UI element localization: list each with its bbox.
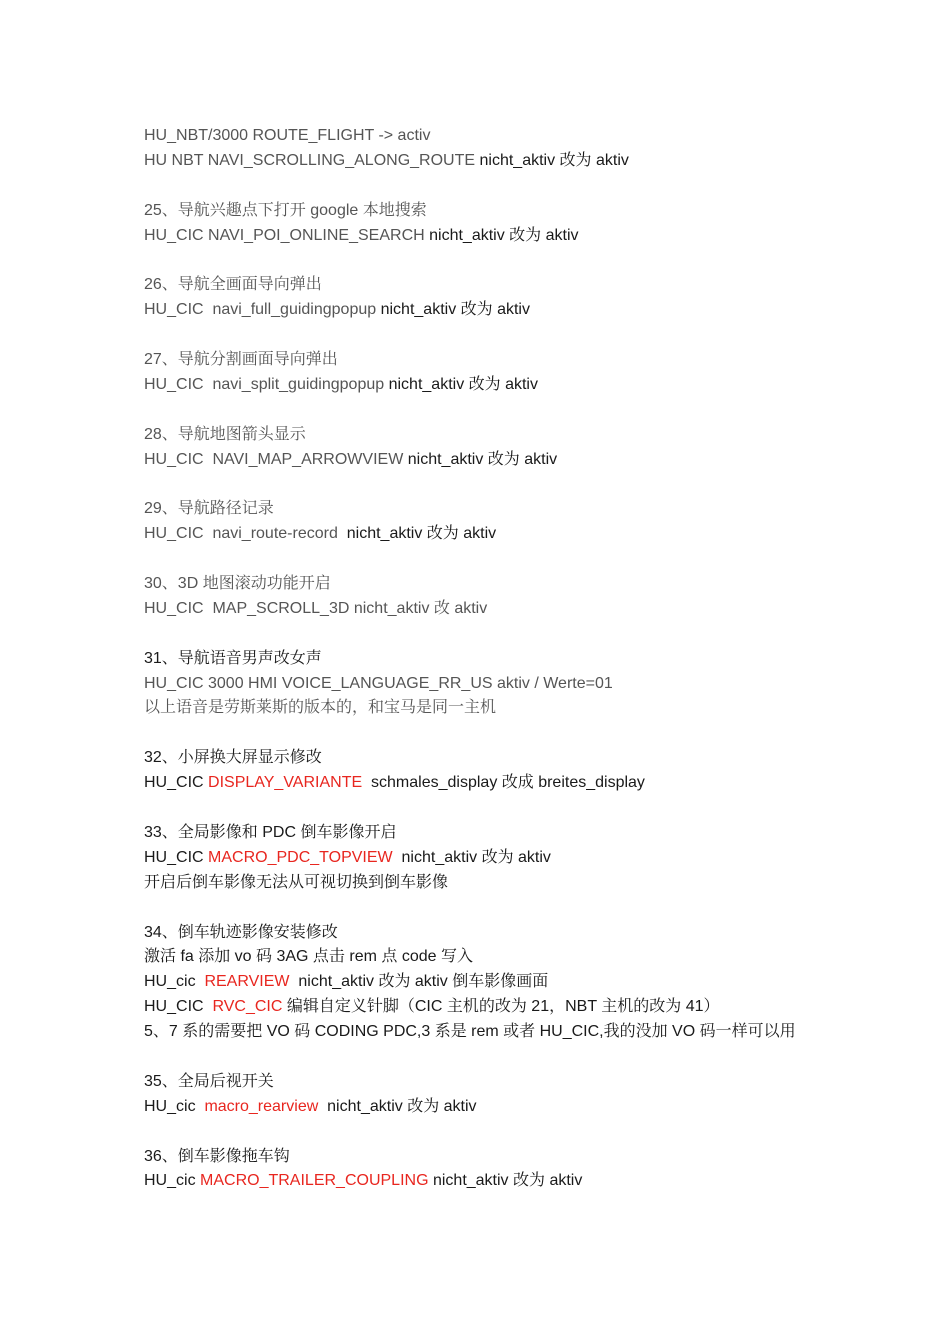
- item-heading-line: [144, 124, 924, 149]
- text-segment: 开启后倒车影像无法从可视切换到倒车影像: [144, 873, 449, 891]
- text-segment: 激活 fa 添加 vo 码 3AG 点击 rem 点 code 写入: [144, 948, 473, 966]
- text-segment: HU_CIC navi_full_guidingpopup: [144, 301, 381, 319]
- text-segment: HU_CIC MAP_SCROLL_3D nicht_aktiv 改 aktiv: [144, 599, 488, 617]
- item-detail-line: [144, 597, 924, 622]
- text-segment: HU_CIC navi_split_guidingpopup: [144, 375, 389, 393]
- item-heading-line: [144, 348, 924, 373]
- item-detail-line: [144, 373, 924, 398]
- item-detail-line: [144, 224, 924, 249]
- text-segment: schmales_display 改成 breites_display: [362, 774, 645, 792]
- paragraph-gap: [144, 248, 924, 273]
- item-heading-line: [144, 199, 924, 224]
- text-segment: nicht_aktiv 改为 aktiv: [380, 301, 530, 319]
- item-heading-line: [144, 746, 924, 771]
- item-heading-line: [144, 921, 924, 946]
- item-heading-line: [144, 821, 924, 846]
- item-detail-line: [144, 672, 924, 697]
- paragraph-gap: [144, 796, 924, 821]
- item-detail-line: [144, 696, 924, 721]
- text-segment: HU_CIC: [144, 998, 213, 1016]
- item-detail-line: [144, 970, 924, 995]
- item-detail-line: [144, 995, 924, 1020]
- paragraph-gap: [144, 398, 924, 423]
- highlighted-parameter: macro_rearview: [204, 1097, 319, 1115]
- coding-item-block: [144, 1145, 924, 1195]
- document-body: [144, 124, 924, 1194]
- item-heading-line: [144, 1070, 924, 1095]
- text-segment: 29、导航路径记录: [144, 500, 274, 518]
- text-segment: nicht_aktiv 改为 aktiv: [388, 375, 538, 393]
- coding-item-block: [144, 497, 924, 547]
- coding-item-block: [144, 647, 924, 722]
- item-detail-line: [144, 1169, 924, 1194]
- text-segment: HU NBT NAVI_SCROLLING_ALONG_ROUTE: [144, 151, 480, 169]
- paragraph-gap: [144, 472, 924, 497]
- coding-item-block: [144, 821, 924, 896]
- text-segment: 34、倒车轨迹影像安装修改: [144, 923, 338, 941]
- coding-item-block: [144, 921, 924, 1045]
- text-segment: HU_CIC 3000 HMI VOICE_LANGUAGE_RR_US aktiv / Werte=01: [144, 674, 613, 692]
- text-segment: 30、3D 地图滚动功能开启: [144, 575, 331, 593]
- item-heading-line: [144, 1145, 924, 1170]
- item-heading-line: [144, 273, 924, 298]
- text-segment: 以上语音是劳斯莱斯的版本的，和宝马是同一主机: [144, 699, 497, 717]
- coding-item-block: [144, 124, 924, 174]
- text-segment: 32、小屏换大屏显示修改: [144, 749, 322, 767]
- paragraph-gap: [144, 1120, 924, 1145]
- item-detail-line: [144, 298, 924, 323]
- item-detail-line: [144, 771, 924, 796]
- text-segment: HU_CIC NAVI_MAP_ARROWVIEW: [144, 450, 408, 468]
- text-segment: nicht_aktiv 改为 aktiv: [318, 1097, 477, 1115]
- paragraph-gap: [144, 1045, 924, 1070]
- text-segment: 27、导航分割画面导向弹出: [144, 351, 338, 369]
- text-segment: nicht_aktiv 改为 aktiv: [392, 848, 551, 866]
- text-segment: nicht_aktiv 改为 aktiv 倒车影像画面: [289, 973, 549, 991]
- text-segment: HU_cic: [144, 1172, 201, 1190]
- paragraph-gap: [144, 174, 924, 199]
- highlighted-parameter: DISPLAY_VARIANTE: [208, 774, 363, 792]
- text-segment: HU_CIC NAVI_POI_ONLINE_SEARCH: [144, 226, 430, 244]
- text-segment: 26、导航全画面导向弹出: [144, 276, 322, 294]
- text-segment: HU_cic: [144, 973, 205, 991]
- item-detail-line: [144, 149, 924, 174]
- item-detail-line: [144, 945, 924, 970]
- paragraph-gap: [144, 323, 924, 348]
- text-segment: 36、倒车影像拖车钩: [144, 1147, 290, 1165]
- coding-item-block: [144, 273, 924, 323]
- text-segment: HU_CIC: [144, 774, 209, 792]
- text-segment: HU_NBT/3000 ROUTE_FLIGHT -> activ: [144, 127, 431, 144]
- item-heading-line: [144, 423, 924, 448]
- text-segment: nicht_aktiv 改为 aktiv: [407, 450, 558, 468]
- item-detail-line: [144, 448, 924, 473]
- highlighted-parameter: RVC_CIC: [212, 998, 283, 1016]
- paragraph-gap: [144, 721, 924, 746]
- coding-item-block: [144, 423, 924, 473]
- paragraph-gap: [144, 896, 924, 921]
- text-segment: nicht_aktiv 改为 aktiv: [479, 151, 629, 169]
- paragraph-gap: [144, 622, 924, 647]
- highlighted-parameter: MACRO_PDC_TOPVIEW: [208, 848, 393, 866]
- text-segment: 28、导航地图箭头显示: [144, 425, 306, 443]
- text-segment: 33、全局影像和 PDC 倒车影像开启: [144, 823, 397, 841]
- highlighted-parameter: MACRO_TRAILER_COUPLING: [200, 1172, 429, 1190]
- item-heading-line: [144, 647, 924, 672]
- text-segment: 25、导航兴趣点下打开 google 本地搜索: [144, 201, 427, 219]
- text-segment: HU_CIC: [144, 848, 209, 866]
- text-segment: HU_CIC navi_route-record: [144, 525, 347, 543]
- item-detail-line: [144, 846, 924, 871]
- text-segment: 31、导航语音男声改女声: [144, 649, 322, 667]
- text-segment: HU_cic: [144, 1097, 205, 1115]
- text-segment: nicht_aktiv 改为 aktiv: [346, 525, 497, 543]
- coding-item-block: [144, 1070, 924, 1120]
- item-detail-line: [144, 871, 924, 896]
- item-detail-line: [144, 522, 924, 547]
- highlighted-parameter: REARVIEW: [204, 973, 290, 991]
- text-segment: nicht_aktiv 改为 aktiv: [429, 226, 579, 244]
- item-detail-line: [144, 1095, 924, 1120]
- text-segment: 5、7 系的需要把 VO 码 CODING PDC,3 系是 rem 或者 HU_CIC,我的没加 VO 码一样可以用: [144, 1023, 796, 1041]
- text-segment: 35、全局后视开关: [144, 1072, 274, 1090]
- paragraph-gap: [144, 547, 924, 572]
- text-segment: 编辑自定义针脚（CIC 主机的改为 21，NBT 主机的改为 41）: [282, 998, 720, 1016]
- text-segment: nicht_aktiv 改为 aktiv: [428, 1172, 583, 1190]
- coding-item-block: [144, 572, 924, 622]
- coding-item-block: [144, 348, 924, 398]
- item-heading-line: [144, 497, 924, 522]
- coding-item-block: [144, 199, 924, 249]
- coding-item-block: [144, 746, 924, 796]
- item-detail-line: [144, 1020, 924, 1045]
- item-heading-line: [144, 572, 924, 597]
